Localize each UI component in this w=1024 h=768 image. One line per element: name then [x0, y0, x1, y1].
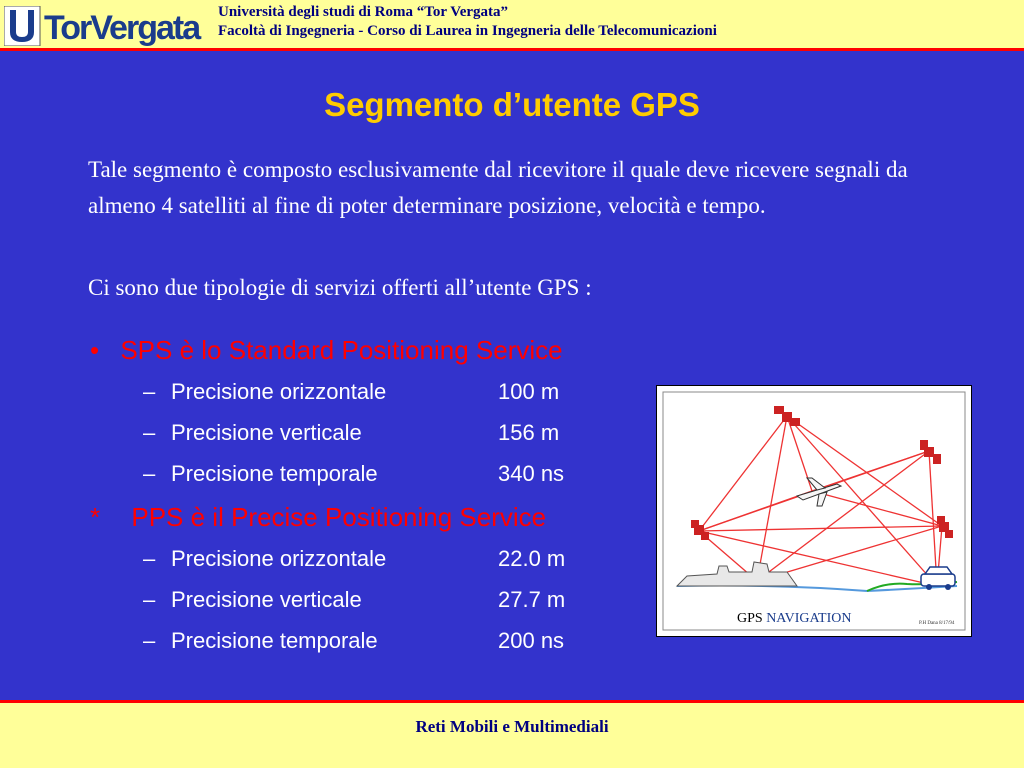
pps-label: PPS è il Precise Positioning Service	[131, 502, 547, 532]
footer-band	[0, 703, 1024, 768]
pps-bullet	[90, 502, 546, 533]
pps-item: – Precisione orizzontale 22.0 m	[143, 546, 566, 571]
sps-marker: •	[90, 335, 100, 365]
header-titles	[218, 3, 717, 41]
intro-paragraph: Tale segmento è composto esclusivamente dal ricevitore il quale deve ricevere segnali da almeno 4 satelliti al fine di poter determinare posizione, velocità e tempo.	[88, 157, 908, 218]
slide-title: Segmento d’utente GPS	[324, 86, 700, 123]
course-name: Reti Mobili e Multimediali	[415, 717, 609, 736]
pps-item-value: 27.7 m	[498, 587, 566, 612]
gps-navigation-figure	[656, 385, 972, 637]
gps-diagram	[657, 386, 971, 636]
services-paragraph: Ci sono due tipologie di servizi offerti all’utente GPS :	[88, 275, 592, 300]
sps-item-value: 100 m	[498, 379, 560, 404]
sps-label: SPS è lo Standard Positioning Service	[120, 335, 563, 365]
sps-item-value: 156 m	[498, 420, 560, 445]
pps-item-value: 22.0 m	[498, 546, 566, 571]
pps-marker: *	[90, 502, 101, 532]
university-name: Università degli studi di Roma “Tor Vergata”	[218, 4, 509, 20]
sps-item: – Precisione temporale 340 ns	[143, 461, 565, 486]
faculty-name: Facoltà di Ingegneria - Corso di Laurea in Ingegneria delle Telecomunicazioni	[218, 23, 717, 39]
header-band	[0, 0, 1024, 48]
sps-item-value: 340 ns	[498, 461, 565, 486]
pps-item: – Precisione verticale 27.7 m	[143, 587, 566, 612]
pps-item-label: Precisione orizzontale	[171, 546, 387, 571]
pps-item: – Precisione temporale 200 ns	[143, 628, 565, 653]
sps-item-label: Precisione temporale	[171, 461, 378, 486]
university-logo	[4, 6, 204, 46]
header-divider	[0, 48, 1024, 51]
sps-item: – Precisione verticale 156 m	[143, 420, 560, 445]
sps-item: – Precisione orizzontale 100 m	[143, 379, 560, 404]
pps-item-label: Precisione verticale	[171, 587, 362, 612]
pps-item-value: 200 ns	[498, 628, 565, 653]
figure-caption: GPS NAVIGATION	[737, 611, 852, 626]
sps-bullet	[90, 335, 563, 366]
logo-wordmark: TorVergata	[44, 9, 200, 46]
figure-credit: P.H Dana 8/17/94	[919, 621, 955, 626]
sps-item-label: Precisione orizzontale	[171, 379, 387, 404]
sps-item-label: Precisione verticale	[171, 420, 362, 445]
pps-item-label: Precisione temporale	[171, 628, 378, 653]
